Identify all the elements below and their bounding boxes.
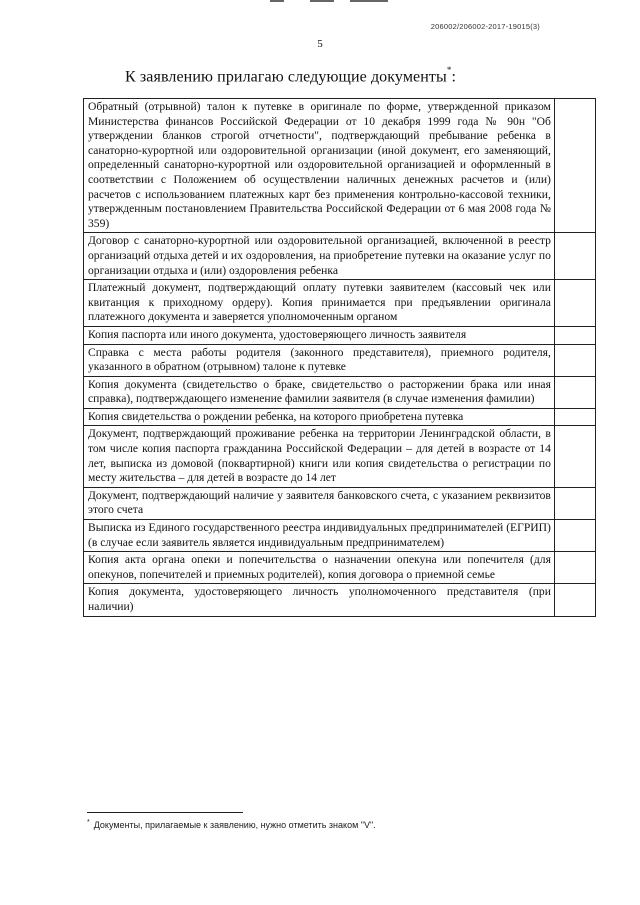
document-checkbox-cell[interactable]: [554, 99, 595, 233]
document-row: [84, 487, 596, 519]
document-checkbox-cell[interactable]: [554, 584, 595, 616]
page-heading: К заявлению прилагаю следующие документы*:: [125, 65, 457, 86]
document-checkbox-cell[interactable]: [554, 426, 595, 487]
document-checkbox-cell[interactable]: [554, 344, 595, 376]
document-description: Копия свидетельства о рождении ребенка, на которого приобретена путевка: [84, 408, 555, 426]
document-checkbox-cell[interactable]: [554, 552, 595, 584]
document-checkbox-cell[interactable]: [554, 408, 595, 426]
document-row: [84, 520, 596, 552]
document-description: Договор с санаторно-курортной или оздоровительной организацией, включенной в реестр организаций отдыха детей и их оздоровления, на приобретение путевки на оказание услуг по организации отдыха и (или) оздоровления ребенка: [84, 233, 555, 280]
document-row: [84, 552, 596, 584]
document-description: Выписка из Единого государственного реестра индивидуальных предпринимателей (ЕГРИП) (в случае если заявитель является индивидуальным предпринимателем): [84, 520, 555, 552]
document-row: [84, 376, 596, 408]
document-row: [84, 99, 596, 233]
document-description: Копия документа, удостоверяющего личность уполномоченного представителя (при наличии): [84, 584, 555, 616]
document-description: Копия документа (свидетельство о браке, свидетельство о расторжении брака или иная справка), подтверждающего изменение фамилии заявителя (в случае изменения фамилии): [84, 376, 555, 408]
document-description: Копия паспорта или иного документа, удостоверяющего личность заявителя: [84, 326, 555, 344]
document-description: Платежный документ, подтверждающий оплату путевки заявителем (кассовый чек или квитанция к приходному ордеру). Копия принимается при предъявлении оригинала платежного документа и заверяется уполномоченным органом: [84, 280, 555, 327]
document-row: [84, 344, 596, 376]
document-row: [84, 326, 596, 344]
document-checkbox-cell[interactable]: [554, 233, 595, 280]
footnote-marker: *: [87, 819, 90, 826]
document-row: [84, 426, 596, 487]
document-checkbox-cell[interactable]: [554, 376, 595, 408]
footnote: [87, 819, 376, 830]
document-row: [84, 233, 596, 280]
document-checkbox-cell[interactable]: [554, 326, 595, 344]
heading-text: К заявлению прилагаю следующие документы: [125, 68, 447, 86]
document-description: Справка с места работы родителя (законного представителя), приемного родителя, указанного в обратном (отрывном) талоне к путевке: [84, 344, 555, 376]
document-checkbox-cell[interactable]: [554, 520, 595, 552]
document-row: [84, 408, 596, 426]
document-description: Документ, подтверждающий наличие у заявителя банковского счета, с указанием реквизитов этого счета: [84, 487, 555, 519]
document-checkbox-cell[interactable]: [554, 487, 595, 519]
document-checkbox-cell[interactable]: [554, 280, 595, 327]
footnote-divider: [87, 812, 243, 813]
document-description: Копия акта органа опеки и попечительства о назначении опекуна или попечителя (для опекунов, попечителей и приемных родителей), копия договора о приемной семье: [84, 552, 555, 584]
heading-footnote-marker: *: [446, 65, 452, 75]
document-description: Документ, подтверждающий проживание ребенка на территории Ленинградской области, в том числе копия паспорта гражданина Российской Федерации – для детей в возрасте от 14 лет, выписка из домовой (поквартирной) книги или копия свидетельства о регистрации по месту жительства – для детей в возрасте до 14 лет: [84, 426, 555, 487]
document-row: [84, 584, 596, 616]
document-description: Обратный (отрывной) талон к путевке в оригинале по форме, утвержденной приказом Министерства финансов Российской Федерации от 10 декабря 1999 года № 90н "Об утверждении бланков строгой отчетности", подтверждающий пребывание ребенка в санаторно-курортной или оздоровительной организации (иной документ, его заменяющий, определенный санаторно-курортной или оздоровительной организацией и оформленный в соответствии с Положением об осуществлении наличных денежных расчетов и (или) расчетов с использованием платежных карт без применения контрольно-кассовой техники, утвержденным постановлением Правительства Российской Федерации от 6 мая 2008 года № 359): [84, 99, 555, 233]
top-scan-marks: [270, 0, 390, 4]
page-number: 5: [317, 38, 323, 50]
documents-table: [83, 98, 596, 617]
document-row: [84, 280, 596, 327]
document-id: 206002/206002-2017-19015(3): [430, 22, 540, 31]
footnote-text: Документы, прилагаемые к заявлению, нужно отметить знаком "V".: [93, 820, 376, 830]
